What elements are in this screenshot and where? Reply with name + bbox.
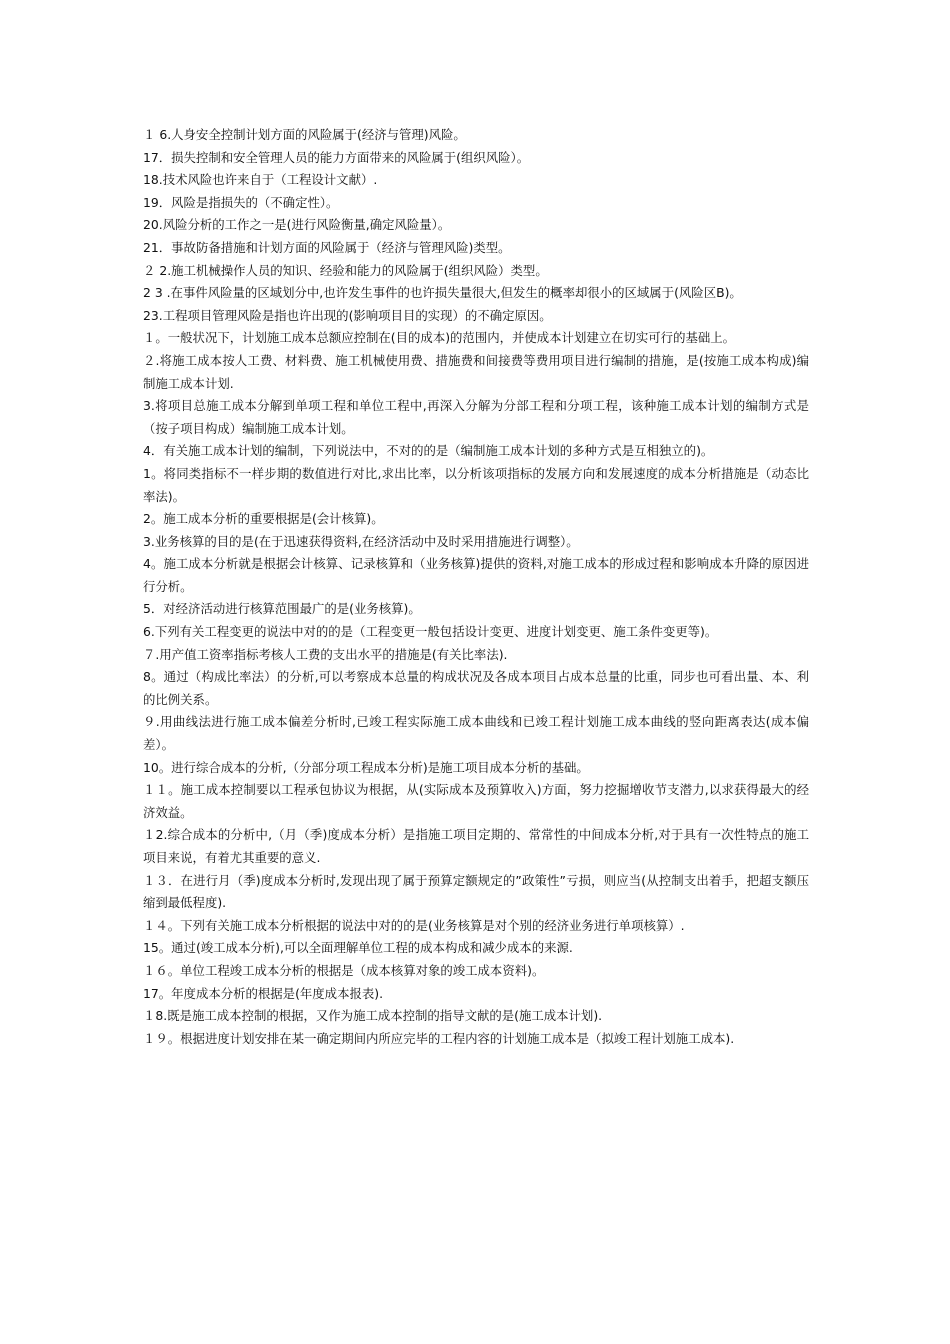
paragraph-7: ２ 2.施工机械操作人员的知识、经验和能力的风险属于(组织风险）类型。 — [143, 262, 548, 278]
paragraph-30: 17。年度成本分析的根据是(年度成本报表). — [143, 985, 384, 1001]
paragraph-15: 2。施工成本分析的重要根据是(会计核算)。 — [143, 511, 384, 527]
paragraph-29: １６。单位工程竣工成本分析的根据是（成本核算对象的竣工成本资料)。 — [143, 962, 545, 978]
paragraph-21: 8。通过（构成比率法）的分析,可以考察成本总量的构成状况及各成本项目占成本总量的比重，同步也可看出量、本、利的比例关系。 — [143, 669, 809, 707]
paragraph-24: １１。施工成本控制要以工程承包协议为根据，从(实际成本及预算收入)方面，努力挖掘增收节支潜力,以求获得最大的经济效益。 — [143, 782, 809, 820]
paragraph-25: １2.综合成本的分析中,（月（季)度成本分析）是指施工项目定期的、常常性的中间成本分析,对于具有一次性特点的施工项目来说，有着尤其重要的意义. — [143, 827, 809, 865]
paragraph-32: １９。根据进度计划安排在某一确定期间内所应完毕的工程内容的计划施工成本是（拟竣工程计划施工成本). — [143, 1030, 735, 1046]
paragraph-2: 17．损失控制和安全管理人员的能力方面带来的风险属于(组织风险）。 — [143, 149, 530, 165]
paragraph-26: １３．在进行月（季)度成本分析时,发现出现了属于预算定额规定的”政策性”亏损，则应当(从控制支出着手，把超支额压缩到最低程度). — [143, 872, 809, 911]
paragraph-12: 3.将项目总施工成本分解到单项工程和单位工程中,再深入分解为分部工程和分项工程，该种施工成本计划的编制方式是（按子项目构成）编制施工成本计划。 — [143, 398, 809, 436]
paragraph-3: 18.技术风险也许来自于（工程设计文献）. — [143, 172, 378, 188]
paragraph-1: １ 6.人身安全控制计划方面的风险属于(经济与管理)风险。 — [143, 127, 466, 142]
paragraph-5: 20.风险分析的工作之一是(进行风险衡量,确定风险量）。 — [143, 217, 451, 233]
paragraph-28: 15。通过(竣工成本分析),可以全面理解单位工程的成本构成和减少成本的来源. — [143, 940, 573, 956]
paragraph-4: 19．风险是指损失的（不确定性）。 — [143, 194, 339, 210]
paragraph-8: 2 3 .在事件风险量的区域划分中,也许发生事件的也许损失量很大,但发生的概率却很小的区域属于(风险区B)。 — [143, 285, 742, 301]
paragraph-20: ７.用产值工资率指标考核人工费的支出水平的措施是(有关比率法). — [143, 646, 508, 662]
paragraph-13: 4．有关施工成本计划的编制，下列说法中，不对的的是（编制施工成本计划的多种方式是互相独立的)。 — [143, 443, 714, 459]
paragraph-16: 3.业务核算的目的是(在于迅速获得资料,在经济活动中及时采用措施进行调整）。 — [143, 533, 579, 549]
document-body — [143, 124, 809, 1050]
paragraph-23: 10。进行综合成本的分析,（分部分项工程成本分析)是施工项目成本分析的基础。 — [143, 759, 589, 775]
paragraph-17: 4。施工成本分析就是根据会计核算、记录核算和（业务核算)提供的资料,对施工成本的形成过程和影响成本升降的原因进行分析。 — [143, 556, 809, 594]
paragraph-6: 21．事故防备措施和计划方面的风险属于（经济与管理风险)类型。 — [143, 239, 511, 255]
paragraph-14: 1。将同类指标不一样步期的数值进行对比,求出比率，以分析该项指标的发展方向和发展速度的成本分析措施是（动态比率法)。 — [143, 465, 809, 504]
paragraph-19: 6.下列有关工程变更的说法中对的的是（工程变更一般包括设计变更、进度计划变更、施工条件变更等)。 — [143, 624, 718, 640]
paragraph-18: 5．对经济活动进行核算范围最广的是(业务核算)。 — [143, 601, 421, 617]
paragraph-31: １8.既是施工成本控制的根据，又作为施工成本控制的指导文献的是(施工成本计划). — [143, 1008, 603, 1024]
paragraph-10: １。一般状况下，计划施工成本总额应控制在(目的成本)的范围内，并使成本计划建立在切实可行的基础上。 — [143, 330, 736, 346]
paragraph-11: ２.将施工成本按人工费、材料费、施工机械使用费、措施费和间接费等费用项目进行编制的措施，是(按施工成本构成)编制施工成本计划. — [143, 352, 809, 391]
paragraph-27: １４。下列有关施工成本分析根据的说法中对的的是(业务核算是对个别的经济业务进行单项核算）. — [143, 917, 685, 933]
paragraph-9: 23.工程项目管理风险是指也许出现的(影响项目目的实现）的不确定原因。 — [143, 307, 552, 323]
paragraph-22: ９.用曲线法进行施工成本偏差分析时,已竣工程实际施工成本曲线和已竣工程计划施工成本曲线的竖向距离表达(成本偏差）。 — [143, 714, 809, 753]
